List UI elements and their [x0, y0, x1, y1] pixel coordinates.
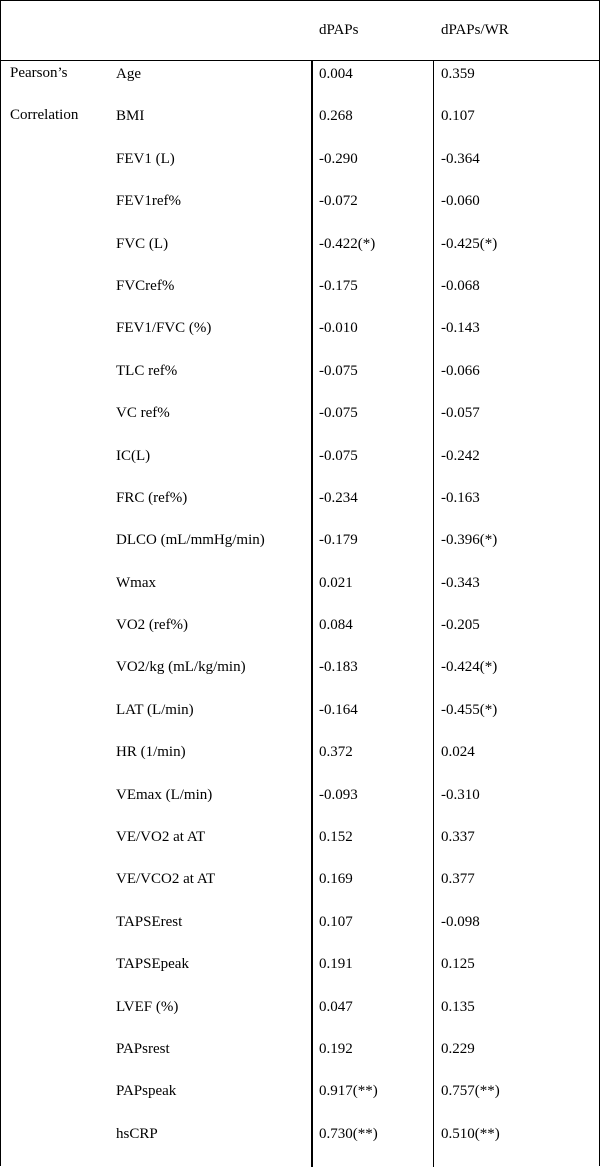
row-value-dpaps-wr: 0.107	[441, 108, 475, 125]
table-row	[1, 223, 600, 265]
row-value-dpaps-wr: 0.757(**)	[441, 1083, 500, 1100]
row-value-dpaps-wr: 0.377	[441, 871, 475, 888]
table-row	[1, 350, 600, 392]
row-value-dpaps-wr: -0.205	[441, 617, 480, 634]
row-value-dpaps: -0.179	[319, 532, 358, 549]
row-value-dpaps: -0.183	[319, 659, 358, 676]
row-value-dpaps-wr: 0.125	[441, 956, 475, 973]
column-header-dpaps-wr: dPAPs/WR	[441, 22, 509, 38]
row-value-dpaps-wr: 0.135	[441, 998, 475, 1015]
row-value-dpaps: 0.192	[319, 1040, 353, 1057]
table-body	[1, 53, 600, 1155]
row-value-dpaps: -0.164	[319, 701, 358, 718]
row-variable: BMI	[116, 108, 145, 125]
row-value-dpaps-wr: -0.098	[441, 913, 480, 930]
row-value-dpaps-wr: -0.396(*)	[441, 532, 498, 549]
row-variable: VE/VCO2 at AT	[116, 871, 216, 888]
row-variable: VC ref%	[116, 405, 170, 422]
table-row	[1, 265, 600, 307]
row-variable: TAPSEpeak	[116, 956, 189, 973]
row-variable: LAT (L/min)	[116, 701, 194, 718]
row-value-dpaps: -0.010	[319, 320, 358, 337]
row-value-dpaps: -0.093	[319, 786, 358, 803]
table-row	[1, 816, 600, 858]
table-row	[1, 53, 600, 95]
row-value-dpaps: 0.107	[319, 913, 353, 930]
row-value-dpaps-wr: -0.163	[441, 489, 480, 506]
column-header-dpaps: dPAPs	[319, 22, 359, 38]
row-value-dpaps-wr: -0.364	[441, 150, 480, 167]
row-value-dpaps: 0.084	[319, 617, 353, 634]
row-value-dpaps-wr: -0.343	[441, 574, 480, 591]
table-row	[1, 858, 600, 900]
row-value-dpaps: 0.021	[319, 574, 353, 591]
row-value-dpaps: 0.169	[319, 871, 353, 888]
table-row	[1, 95, 600, 137]
row-value-dpaps: -0.290	[319, 150, 358, 167]
group-label-line-1: Pearson’s	[10, 65, 68, 81]
row-value-dpaps: 0.004	[319, 66, 353, 82]
row-variable: VO2 (ref%)	[116, 617, 189, 634]
table-row	[1, 435, 600, 477]
row-value-dpaps-wr: -0.455(*)	[441, 701, 498, 718]
row-value-dpaps: 0.047	[319, 998, 353, 1015]
row-variable: Age	[116, 66, 141, 82]
row-variable: LVEF (%)	[116, 998, 179, 1015]
row-variable: IC(L)	[116, 447, 151, 464]
row-value-dpaps-wr: -0.424(*)	[441, 659, 498, 676]
row-value-dpaps: 0.152	[319, 829, 353, 846]
row-value-dpaps-wr: 0.359	[441, 66, 475, 82]
row-value-dpaps: -0.234	[319, 489, 358, 506]
table-row	[1, 138, 600, 180]
row-value-dpaps-wr: 0.024	[441, 744, 475, 761]
row-value-dpaps: -0.422(*)	[319, 235, 376, 252]
row-variable: FEV1ref%	[116, 193, 181, 210]
row-value-dpaps: -0.075	[319, 405, 358, 422]
row-variable: TLC ref%	[116, 362, 178, 379]
row-variable: VE/VO2 at AT	[116, 829, 206, 846]
table-row	[1, 689, 600, 731]
row-variable: Wmax	[116, 574, 156, 591]
group-label-line-2: Correlation	[10, 107, 79, 123]
table-row	[1, 986, 600, 1028]
row-value-dpaps: -0.175	[319, 277, 358, 294]
row-value-dpaps-wr: -0.242	[441, 447, 480, 464]
row-value-dpaps: -0.075	[319, 447, 358, 464]
table-row	[1, 180, 600, 222]
table-row	[1, 1028, 600, 1070]
row-variable: HR (1/min)	[116, 744, 186, 761]
row-value-dpaps: -0.075	[319, 362, 358, 379]
row-value-dpaps: 0.730(**)	[319, 1125, 378, 1142]
table-row	[1, 774, 600, 816]
row-value-dpaps-wr: -0.143	[441, 320, 480, 337]
table-row	[1, 307, 600, 349]
row-variable: FVCref%	[116, 277, 175, 294]
table-row	[1, 731, 600, 773]
row-value-dpaps-wr: -0.060	[441, 193, 480, 210]
row-value-dpaps-wr: -0.057	[441, 405, 480, 422]
row-variable: FEV1 (L)	[116, 150, 175, 167]
row-value-dpaps-wr: 0.229	[441, 1040, 475, 1057]
row-value-dpaps: 0.268	[319, 108, 353, 125]
row-value-dpaps-wr: -0.425(*)	[441, 235, 498, 252]
row-value-dpaps: -0.072	[319, 193, 358, 210]
table-row	[1, 901, 600, 943]
row-value-dpaps-wr: -0.066	[441, 362, 480, 379]
row-value-dpaps-wr: -0.068	[441, 277, 480, 294]
row-value-dpaps: 0.917(**)	[319, 1083, 378, 1100]
row-variable: VEmax (L/min)	[116, 786, 213, 803]
row-value-dpaps-wr: 0.510(**)	[441, 1125, 500, 1142]
row-variable: hsCRP	[116, 1125, 158, 1142]
row-variable: FEV1/FVC (%)	[116, 320, 212, 337]
row-variable: DLCO (mL/mmHg/min)	[116, 532, 265, 549]
table-row	[1, 604, 600, 646]
row-variable: PAPspeak	[116, 1083, 177, 1100]
table-row	[1, 477, 600, 519]
row-value-dpaps: 0.372	[319, 744, 353, 761]
table-row	[1, 943, 600, 985]
row-variable: VO2/kg (mL/kg/min)	[116, 659, 246, 676]
row-variable: FRC (ref%)	[116, 489, 188, 506]
table-row	[1, 519, 600, 561]
table-row	[1, 1070, 600, 1112]
table-row	[1, 562, 600, 604]
table-row	[1, 646, 600, 688]
table-row	[1, 392, 600, 434]
table-row	[1, 1113, 600, 1155]
row-value-dpaps-wr: 0.337	[441, 829, 475, 846]
row-value-dpaps-wr: -0.310	[441, 786, 480, 803]
row-variable: TAPSErest	[116, 913, 183, 930]
row-variable: FVC (L)	[116, 235, 169, 252]
row-variable: PAPsrest	[116, 1040, 170, 1057]
row-value-dpaps: 0.191	[319, 956, 353, 973]
